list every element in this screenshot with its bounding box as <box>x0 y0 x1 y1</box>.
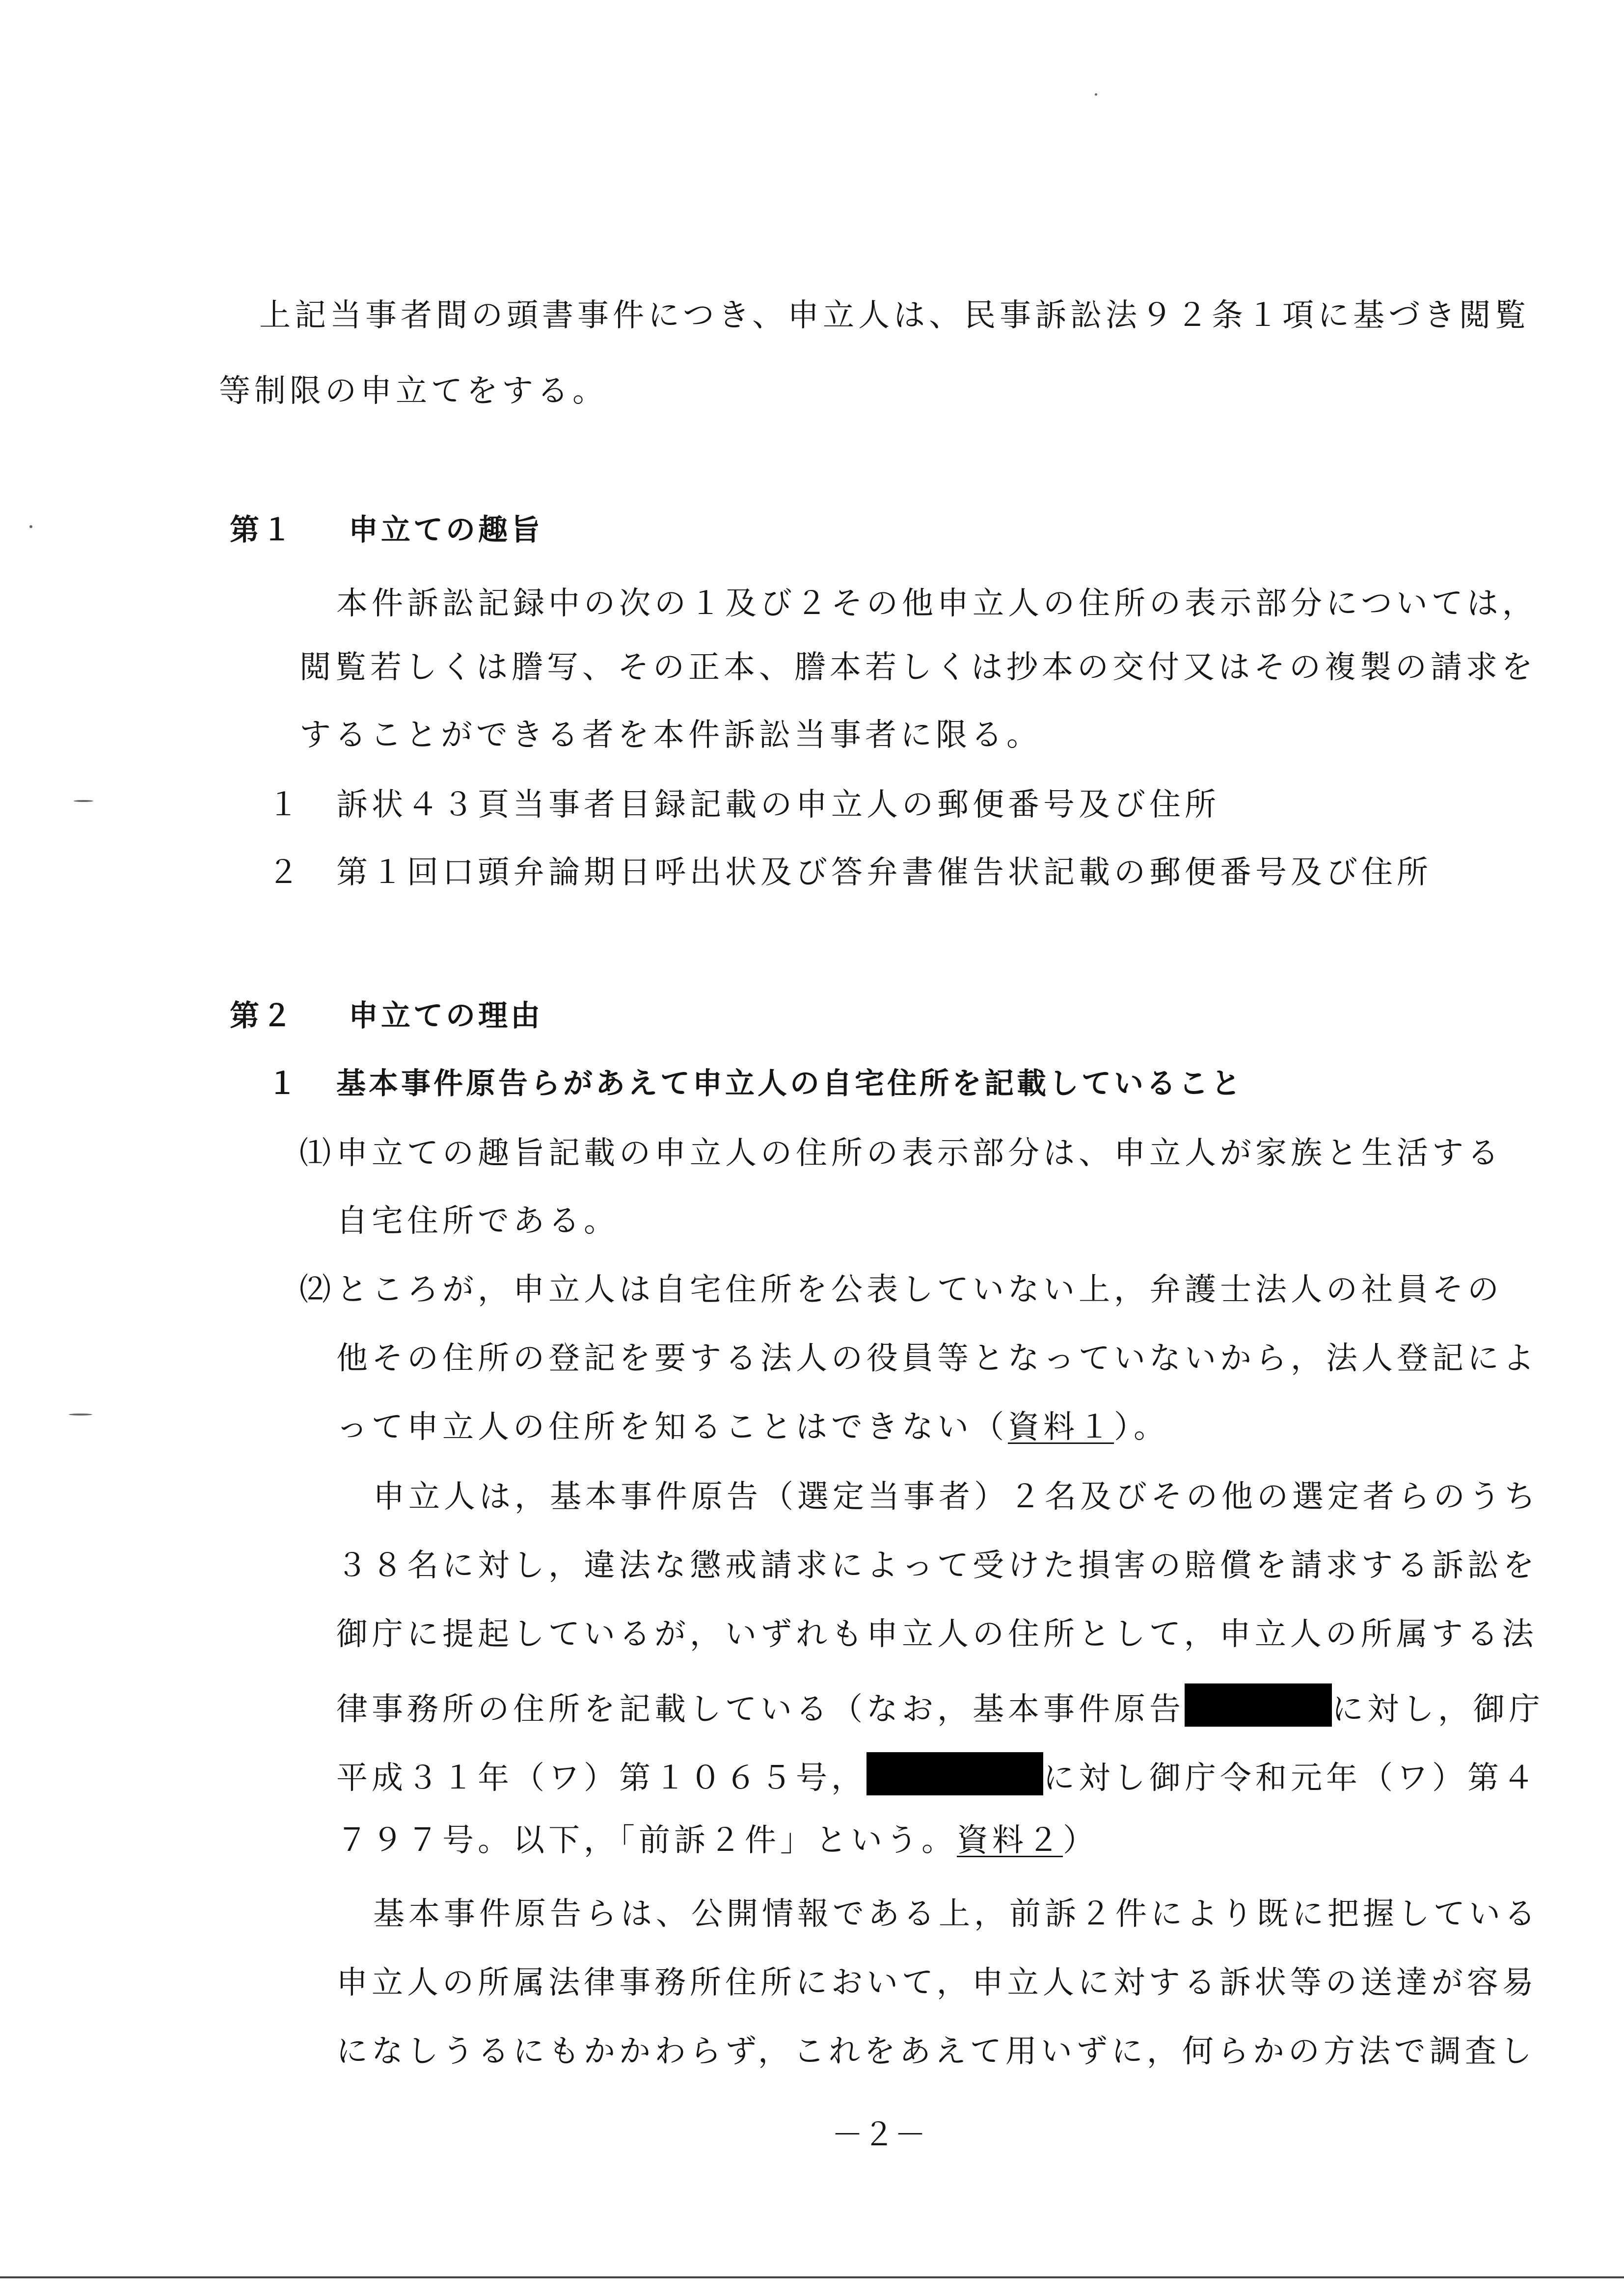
p4-line-1: 基本事件原告らは、公開情報である上，前訴２件により既に把握している <box>373 1896 1540 1932</box>
p1-line-2: 自宅住所である。 <box>336 1203 619 1239</box>
section1-item-2 <box>268 853 1432 892</box>
p3-line-3: 御庁に提起しているが，いずれも申立人の住所として，申立人の所属する法 <box>336 1616 1538 1653</box>
section2-sub1-heading <box>268 1064 1244 1103</box>
p3-line-5-end: に対し御庁令和元年（ワ）第４ <box>1043 1760 1538 1796</box>
p2-line-1 <box>299 1270 1503 1309</box>
item-text: 訴状４３頁当事者目録記載の申立人の郵便番号及び住所 <box>336 787 1220 823</box>
p1-line-1 <box>299 1134 1503 1173</box>
section2-number: 第２ <box>230 999 295 1033</box>
item-number: １ <box>268 787 303 823</box>
p2-line-3-end: ）。 <box>1114 1409 1169 1445</box>
p1-label: ⑴ <box>299 1135 335 1172</box>
p3-line-2: ３８名に対し，違法な懲戒請求によって受けた損害の賠償を請求する訴訟を <box>336 1548 1538 1584</box>
p4-line-3: になしうるにもかかわらず，これをあえて用いずに，何らかの方法で調査し <box>336 2033 1536 2070</box>
section1-number: 第１ <box>230 513 295 547</box>
scan-edge-line <box>0 2276 1624 2278</box>
redaction-box <box>866 1752 1043 1795</box>
section1-heading <box>230 510 543 550</box>
section1-para-line-1: 本件訴訟記録中の次の１及び２その他申立人の住所の表示部分については， <box>336 586 1538 622</box>
sub1-title: 基本事件原告らがあえて申立人の自宅住所を記載していること <box>336 1067 1244 1101</box>
intro-line-1: 上記当事者間の頭書事件につき、申立人は、民事訴訟法９２条１項に基づき閲覧 <box>259 297 1530 334</box>
scan-speck <box>69 1414 92 1415</box>
scan-speck <box>29 525 32 528</box>
section2-title: 申立ての理由 <box>349 999 543 1033</box>
item-text: 第１回口頭弁論期日呼出状及び答弁書催告状記載の郵便番号及び住所 <box>336 854 1432 891</box>
p3-line-4-end: に対し，御庁 <box>1332 1691 1544 1728</box>
intro-line-2: 等制限の申立てをする。 <box>219 373 608 409</box>
p3-line-4 <box>336 1683 1544 1729</box>
sub1-number: １ <box>268 1067 300 1101</box>
p3-line-4-text: 律事務所の住所を記載している（なお，基本事件原告 <box>336 1691 1185 1728</box>
section1-item-1 <box>268 785 1220 825</box>
reference-1: 資料１ <box>1008 1409 1114 1445</box>
section1-para-line-2: 閲覧若しくは謄写、その正本、謄本若しくは抄本の交付又はその複製の請求を <box>299 649 1537 686</box>
section2-heading <box>230 996 543 1036</box>
p3-line-5 <box>336 1752 1538 1798</box>
p2-line-3-text: って申立人の住所を知ることはできない（ <box>336 1409 1008 1445</box>
p3-line-6 <box>336 1821 1098 1860</box>
section1-para-line-3: することができる者を本件訴訟当事者に限る。 <box>299 717 1042 753</box>
p3-line-1: 申立人は，基本事件原告（選定当事者）２名及びその他の選定者らのうち <box>373 1479 1540 1515</box>
item-number: ２ <box>268 854 303 891</box>
section1-title: 申立ての趣旨 <box>349 513 543 547</box>
p3-line-6-text: ７９７号。以下，「前訴２件」という。 <box>336 1822 957 1859</box>
p2-line-3 <box>336 1408 1169 1447</box>
scan-speck <box>1095 93 1097 96</box>
p3-line-6-end: ） <box>1063 1822 1098 1859</box>
p1-text: 申立ての趣旨記載の申立人の住所の表示部分は、申立人が家族と生活する <box>336 1135 1503 1172</box>
page-number: －２－ <box>832 2117 926 2153</box>
p2-line-2: 他その住所の登記を要する法人の役員等となっていないから，法人登記によ <box>336 1340 1538 1377</box>
p2-label: ⑵ <box>299 1272 335 1308</box>
scan-speck <box>74 800 93 802</box>
reference-2: 資料２ <box>957 1822 1063 1859</box>
redaction-box <box>1185 1683 1332 1727</box>
p4-line-2: 申立人の所属法律事務所住所において，申立人に対する訴状等の送達が容易 <box>336 1965 1538 2001</box>
p2-text: ところが，申立人は自宅住所を公表していない上，弁護士法人の社員その <box>336 1272 1503 1308</box>
p3-line-5-text: 平成３１年（ワ）第１０６５号， <box>336 1760 866 1796</box>
